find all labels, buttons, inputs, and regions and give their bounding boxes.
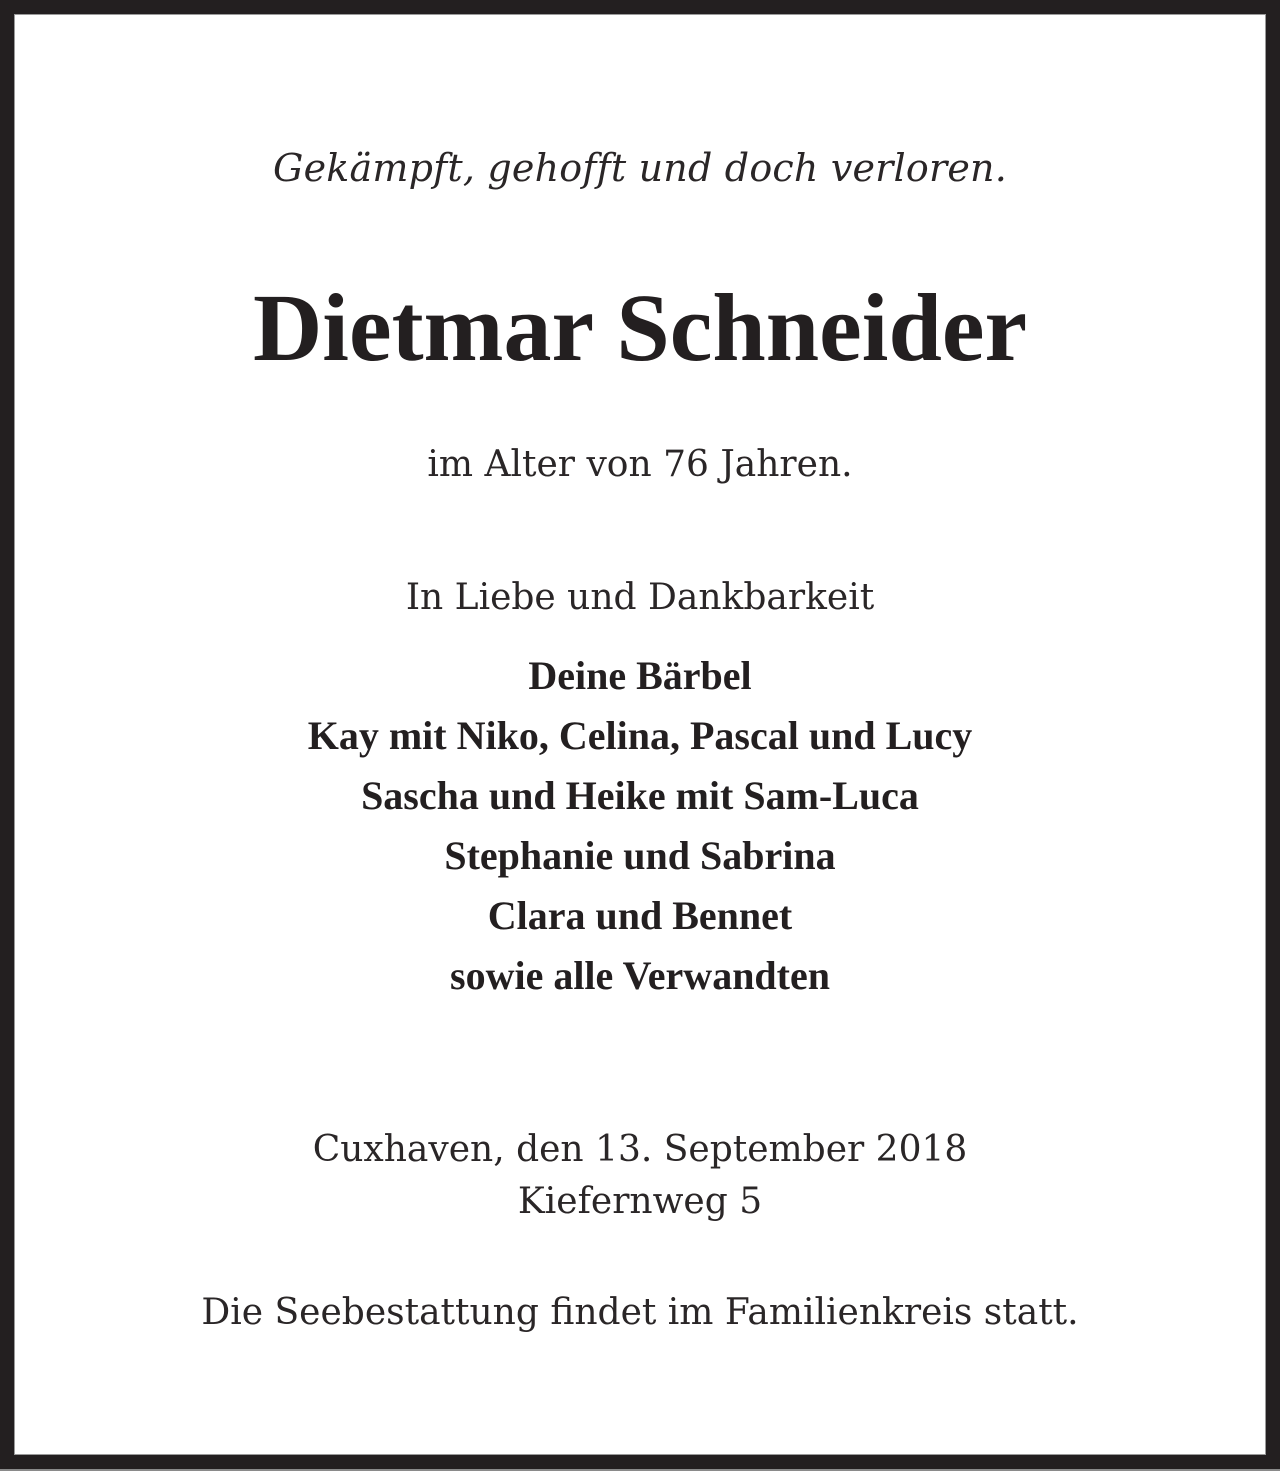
mourner-line: Sascha und Heike mit Sam-Luca [361,773,919,818]
mourner-line: sowie alle Verwandten [450,953,830,998]
mourner-line: Clara und Bennet [487,893,793,938]
place-date-text: Cuxhaven, den 13. September 2018 [312,1129,968,1170]
mourners-list [14,646,1266,1006]
motto-text: Gekämpft, gehofft und doch verloren. [273,146,1007,190]
age-text: im Alter von 76 Jahren. [427,444,853,485]
address-text: Kiefernweg 5 [517,1181,763,1222]
deceased-name: Dietmar Schneider [252,274,1028,381]
obituary-notice [14,14,1266,1455]
mourner-line: Deine Bärbel [528,653,752,698]
mourner-line: Stephanie und Sabrina [444,833,836,878]
burial-note-text: Die Seebestattung findet im Familienkreis statt. [201,1292,1079,1333]
mourner-line: Kay mit Niko, Celina, Pascal und Lucy [307,713,973,758]
dedication-text: In Liebe und Dankbarkeit [405,577,875,618]
